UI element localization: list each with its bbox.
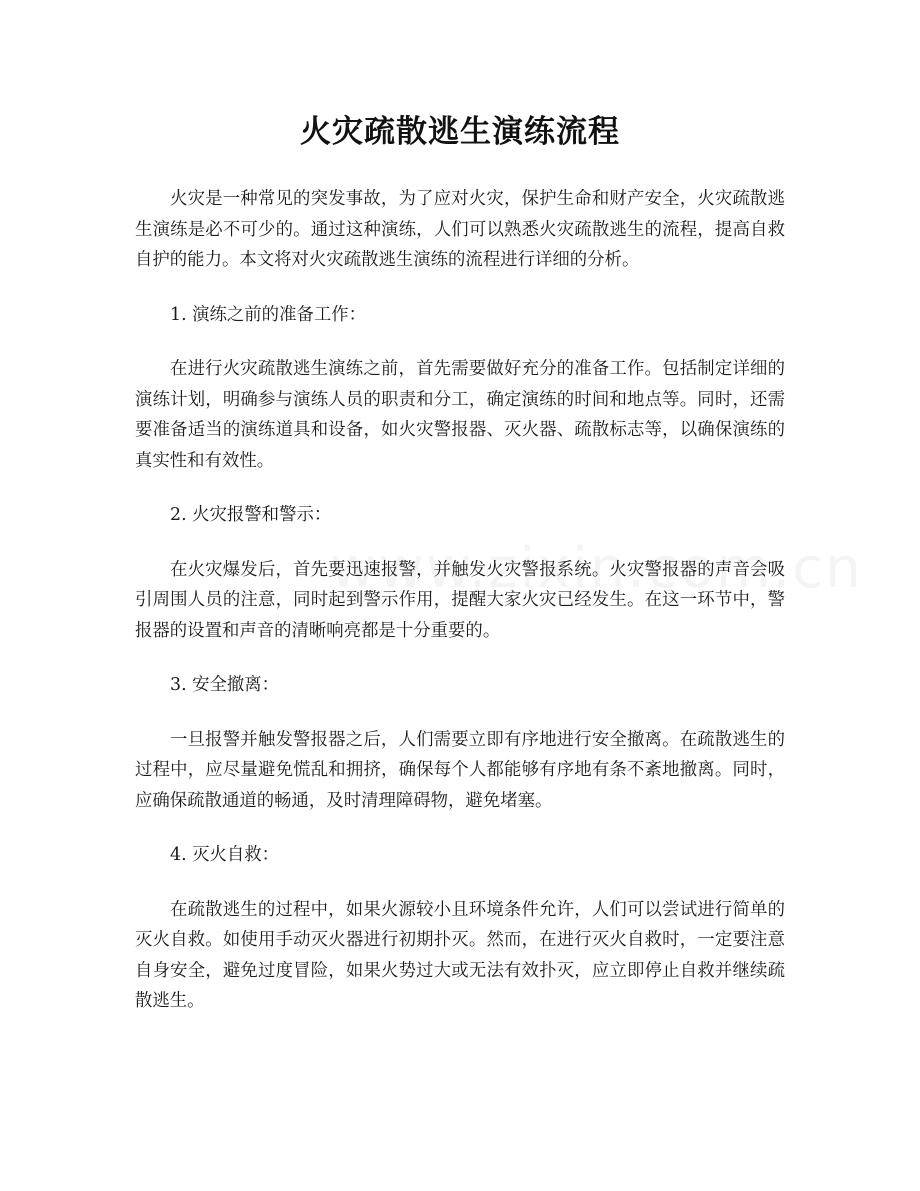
intro-paragraph: 火灾是一种常见的突发事故，为了应对火灾，保护生命和财产安全，火灾疏散逃生演练是必不可少的。通过这种演练，人们可以熟悉火灾疏散逃生的流程，提高自救自护的能力。本文将对火灾疏散逃生演练的流程进行详细的分析。 bbox=[135, 189, 785, 270]
section-heading-firefighting: 4. 灭火自救： bbox=[170, 845, 280, 865]
section-heading-evacuation: 3. 安全撤离： bbox=[170, 675, 280, 695]
section-body-preparation: 在进行火灾疏散逃生演练之前，首先需要做好充分的准备工作。包括制定详细的演练计划，明确参与演练人员的职责和分工，确定演练的时间和地点等。同时，还需要准备适当的演练道具和设备，如火灾警报器、灭火器、疏散标志等，以确保演练的真实性和有效性。 bbox=[135, 359, 785, 471]
section-heading-preparation: 1. 演练之前的准备工作： bbox=[170, 304, 367, 325]
section-heading-alarm: 2. 火灾报警和警示： bbox=[170, 505, 332, 525]
document-body bbox=[135, 184, 785, 1017]
section-body-alarm: 在火灾爆发后，首先要迅速报警，并触发火灾警报系统。火灾警报器的声音会吸引周围人员的注意，同时起到警示作用，提醒大家火灾已经发生。在这一环节中，警报器的设置和声音的清晰响亮都是十分重要的。 bbox=[135, 559, 785, 641]
document-page bbox=[135, 0, 785, 1017]
document-title: 火灾疏散逃生演练流程 bbox=[300, 114, 620, 150]
section-body-firefighting: 在疏散逃生的过程中，如果火源较小且环境条件允许，人们可以尝试进行简单的灭火自救。如使用手动灭火器进行初期扑灭。然而，在进行灭火自救时，一定要注意自身安全，避免过度冒险，如果火势过大或无法有效扑灭，应立即停止自救并继续疏散逃生。 bbox=[135, 899, 785, 1011]
section-body-evacuation: 一旦报警并触发警报器之后，人们需要立即有序地进行安全撤离。在疏散逃生的过程中，应尽量避免慌乱和拥挤，确保每个人都能够有序地有条不紊地撤离。同时，应确保疏散通道的畅通，及时清理障碍物，避免堵塞。 bbox=[135, 729, 785, 811]
